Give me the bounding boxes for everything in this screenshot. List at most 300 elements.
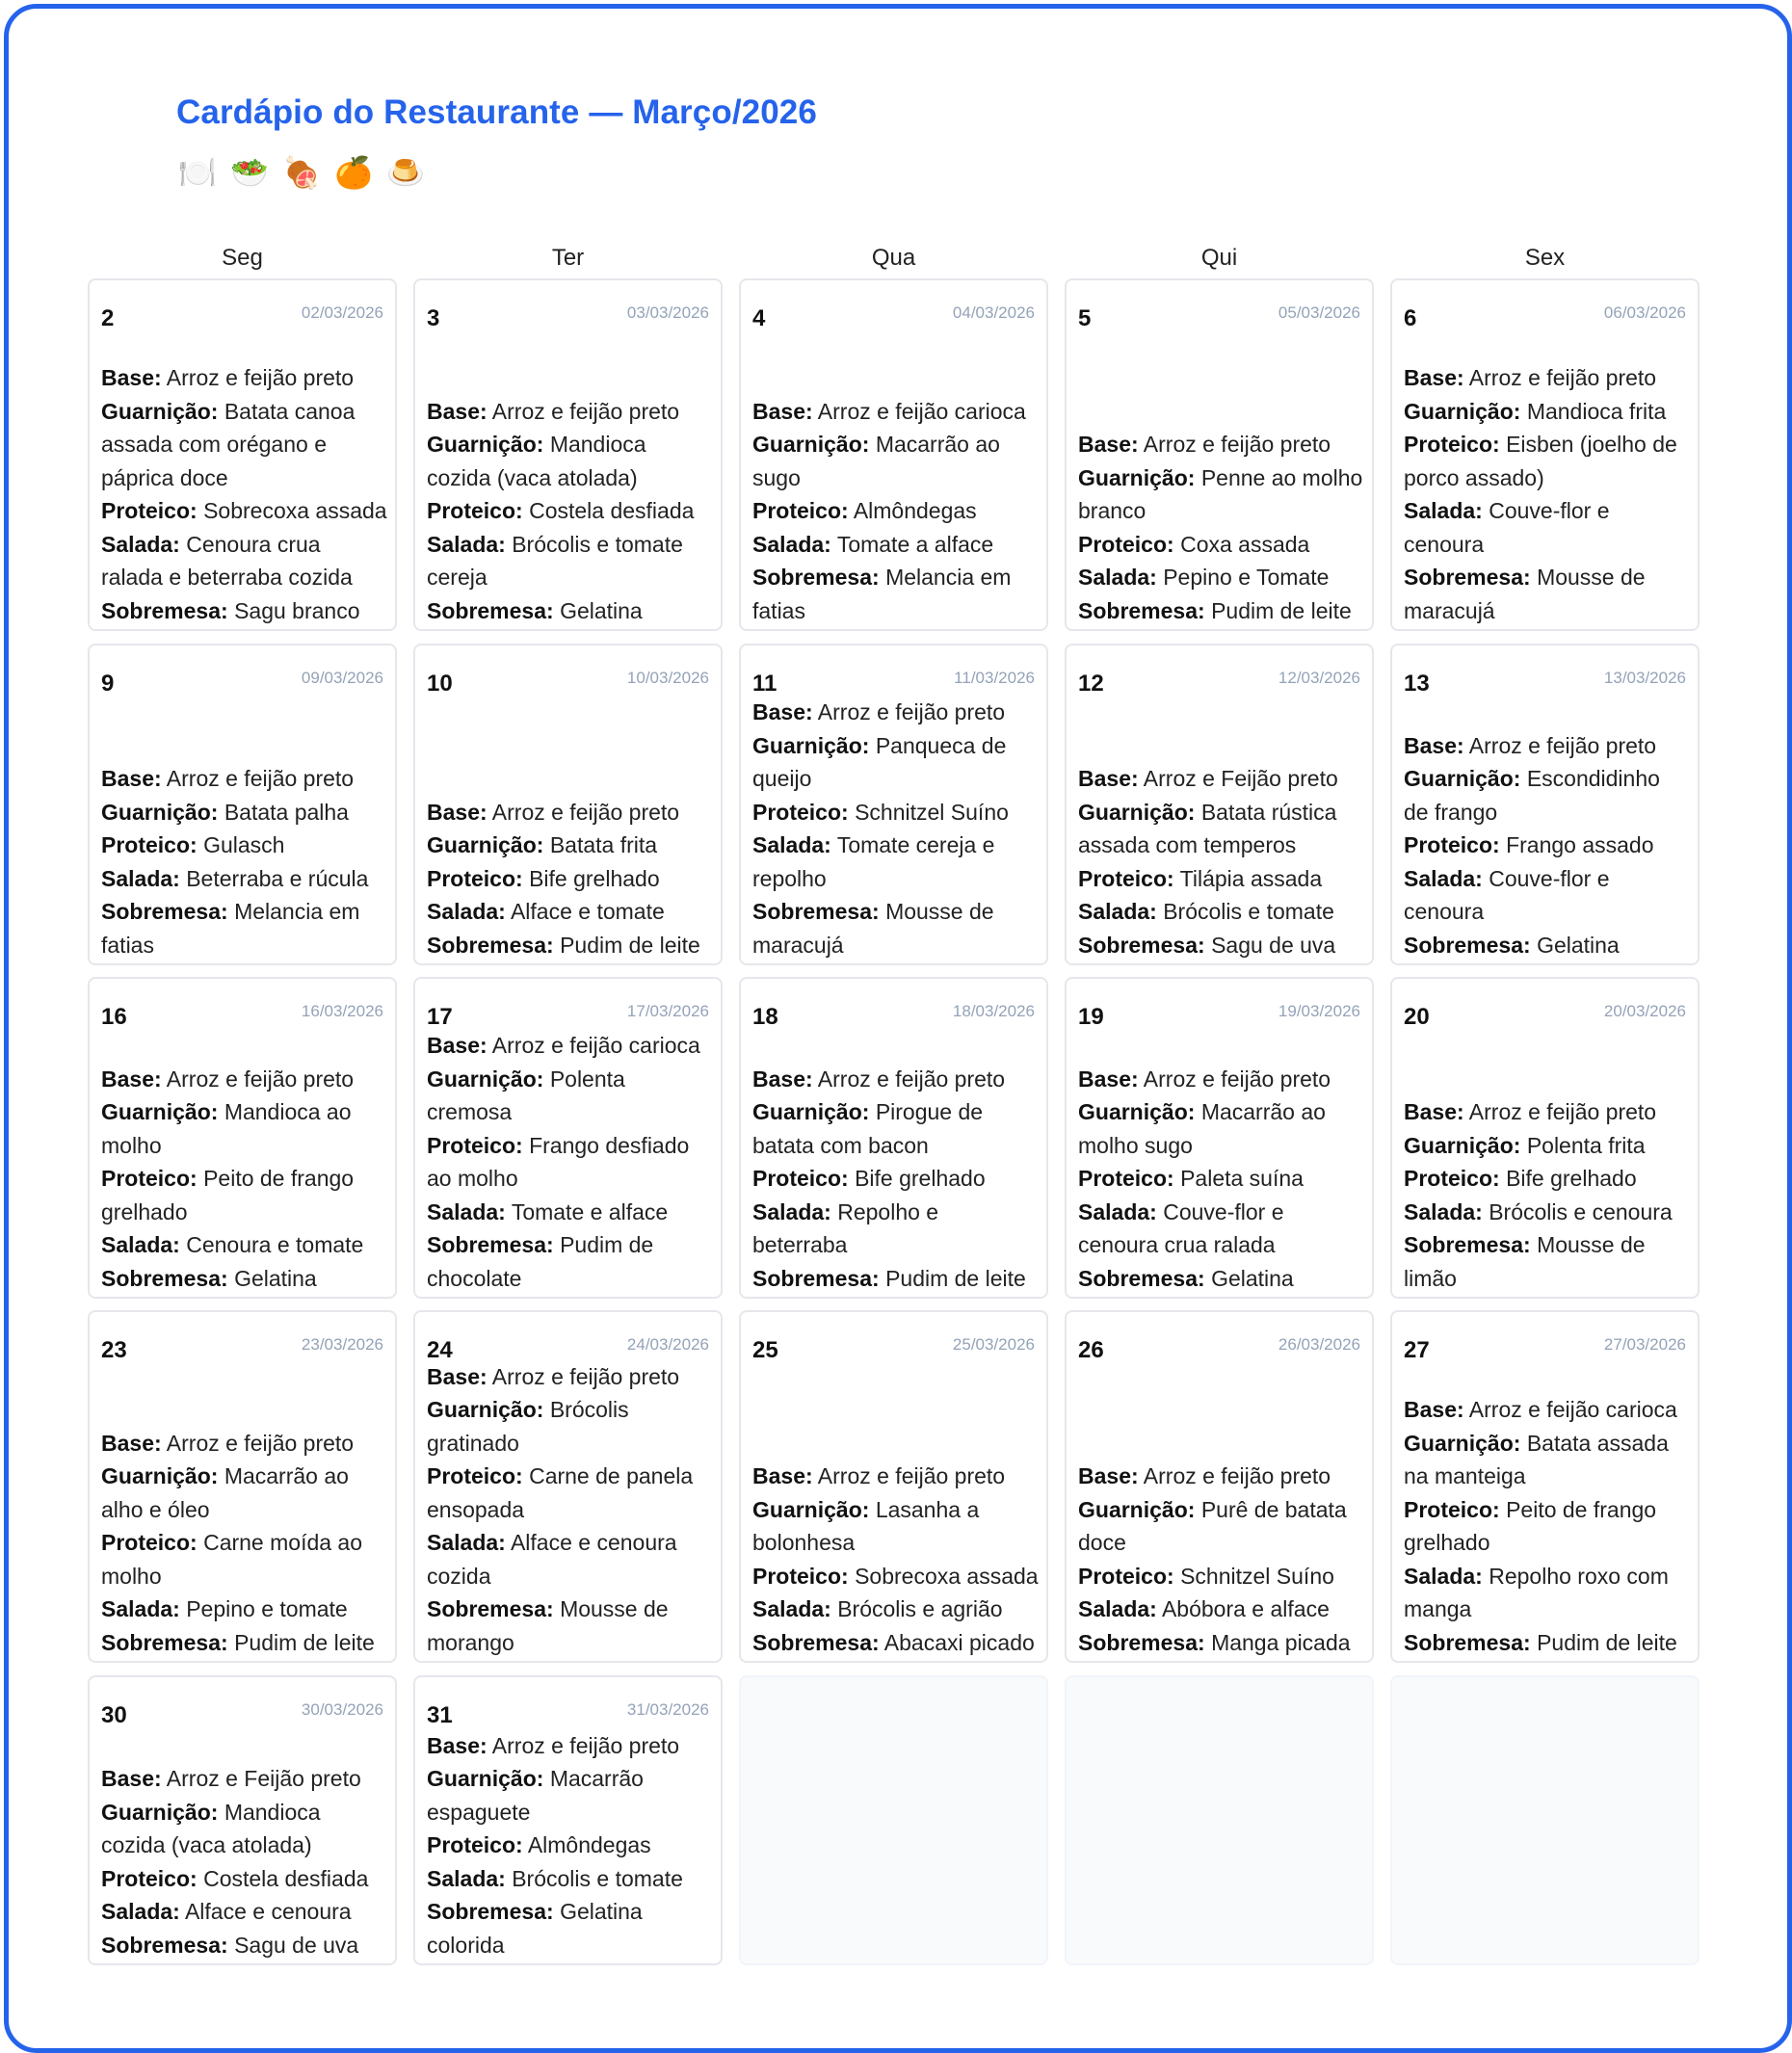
menu-line-sobremesa [427, 1592, 713, 1659]
menu-value-sobremesa: Pudim de leite [560, 932, 700, 958]
menu-label-sobremesa: Sobremesa: [101, 597, 228, 623]
menu-line-guarnicao [1078, 796, 1364, 862]
day-cell [739, 644, 1048, 965]
menu-label-sobremesa: Sobremesa: [101, 1629, 228, 1655]
menu-label-salada: Salada: [101, 1232, 180, 1257]
menu-value-salada: Alface e tomate [510, 899, 665, 924]
day-number: 11 [752, 671, 777, 697]
menu-line-salada [1078, 561, 1364, 594]
menu-value-base: Arroz e Feijão preto [166, 1766, 361, 1791]
menu-line-proteico [1404, 1493, 1690, 1560]
menu-line-salada [427, 528, 713, 594]
day-date: 03/03/2026 [626, 303, 709, 322]
menu-items [101, 361, 387, 627]
menu-label-salada: Salada: [752, 531, 831, 557]
menu-value-proteico: Costela desfiada [203, 1865, 369, 1891]
menu-line-salada [1404, 494, 1690, 561]
menu-value-base: Arroz e feijão preto [1143, 1066, 1331, 1092]
menu-line-proteico [1404, 1162, 1690, 1196]
menu-label-guarnicao: Guarnição: [427, 432, 544, 457]
day-cell [88, 278, 397, 631]
menu-value-proteico: Peito de frango grelhado [101, 1166, 355, 1224]
menu-label-guarnicao: Guarnição: [101, 398, 219, 424]
day-date: 19/03/2026 [1278, 1002, 1360, 1020]
day-cell [739, 278, 1048, 631]
menu-value-guarnicao: Batata rústica assada com temperos [1078, 799, 1337, 857]
day-date: 06/03/2026 [1603, 303, 1686, 322]
menu-line-salada [427, 1862, 713, 1896]
menu-value-sobremesa: Gelatina [234, 1265, 317, 1291]
menu-value-guarnicao: Batata frita [549, 832, 658, 857]
day-cell [413, 977, 723, 1299]
menu-value-sobremesa: Gelatina [1537, 932, 1620, 958]
menu-label-salada: Salada: [427, 899, 506, 924]
menu-label-proteico: Proteico: [752, 498, 849, 523]
menu-label-sobremesa: Sobremesa: [427, 1232, 554, 1257]
day-date: 24/03/2026 [626, 1335, 709, 1354]
menu-label-salada: Salada: [101, 531, 180, 557]
menu-line-salada [427, 1526, 713, 1592]
menu-value-salada: Brócolis e tomate [512, 1865, 683, 1891]
menu-items [427, 1360, 713, 1660]
menu-value-sobremesa: Mousse de limão [1404, 1232, 1646, 1291]
menu-label-guarnicao: Guarnição: [101, 1799, 219, 1825]
menu-line-base [427, 1029, 713, 1063]
menu-line-proteico [427, 862, 713, 896]
menu-value-sobremesa: Pudim de leite [234, 1629, 375, 1655]
menu-value-salada: Pepino e tomate [186, 1596, 348, 1621]
menu-line-proteico [752, 494, 1039, 528]
day-date: 27/03/2026 [1603, 1335, 1686, 1354]
menu-label-guarnicao: Guarnição: [1078, 1099, 1196, 1124]
menu-line-guarnicao [1404, 1129, 1690, 1163]
day-cell [1390, 977, 1700, 1299]
day-number: 24 [427, 1337, 453, 1363]
menu-value-base: Arroz e feijão preto [491, 398, 680, 424]
menu-label-sobremesa: Sobremesa: [1078, 597, 1205, 623]
menu-line-proteico [101, 1162, 387, 1228]
empty-day-cell [739, 1675, 1048, 1965]
empty-day-cell [1065, 1675, 1374, 1965]
day-date: 20/03/2026 [1603, 1002, 1686, 1020]
menu-value-guarnicao: Polenta frita [1526, 1132, 1646, 1158]
menu-value-sobremesa: Mousse de maracujá [752, 899, 994, 958]
menu-line-sobremesa [1404, 1228, 1690, 1295]
day-cell [739, 1310, 1048, 1663]
menu-label-guarnicao: Guarnição: [1078, 799, 1196, 825]
menu-items [1404, 1393, 1690, 1659]
menu-line-sobremesa [1404, 561, 1690, 627]
plate-icon: 🍽️ [178, 154, 217, 191]
menu-value-guarnicao: Macarrão ao molho sugo [1078, 1099, 1326, 1158]
menu-line-guarnicao [1078, 1095, 1364, 1162]
menu-value-salada: Brócolis e tomate [1163, 899, 1334, 924]
menu-label-sobremesa: Sobremesa: [752, 899, 880, 924]
page-title: Cardápio do Restaurante — Março/2026 [176, 93, 817, 131]
menu-value-sobremesa: Pudim de chocolate [427, 1232, 654, 1291]
menu-line-base [1078, 1460, 1364, 1493]
menu-value-salada: Cenoura e tomate [186, 1232, 364, 1257]
menu-line-sobremesa [101, 594, 387, 628]
menu-line-sobremesa [101, 1626, 387, 1660]
menu-label-base: Base: [1404, 1099, 1464, 1124]
menu-line-proteico [1404, 829, 1690, 862]
day-date: 30/03/2026 [301, 1700, 383, 1719]
menu-label-salada: Salada: [101, 1899, 180, 1924]
menu-line-proteico [101, 1862, 387, 1896]
menu-value-guarnicao: Macarrão ao sugo [752, 432, 1000, 490]
menu-value-salada: Pepino e Tomate [1163, 565, 1330, 590]
menu-line-sobremesa [752, 561, 1039, 627]
menu-value-salada: Abóbora e alface [1161, 1596, 1330, 1621]
menu-value-proteico: Schnitzel Suíno [855, 799, 1009, 825]
menu-line-base [427, 796, 713, 829]
menu-label-salada: Salada: [427, 531, 506, 557]
menu-items [1404, 1095, 1690, 1295]
day-date: 02/03/2026 [301, 303, 383, 322]
menu-line-proteico [752, 1162, 1039, 1196]
menu-line-sobremesa [427, 1895, 713, 1961]
menu-label-proteico: Proteico: [427, 1132, 523, 1158]
menu-label-proteico: Proteico: [101, 1865, 198, 1891]
day-date: 05/03/2026 [1278, 303, 1360, 322]
menu-line-base [1404, 1095, 1690, 1129]
day-number: 4 [752, 305, 766, 331]
menu-value-base: Arroz e feijão preto [817, 1066, 1006, 1092]
menu-line-base [101, 361, 387, 395]
day-cell [88, 644, 397, 965]
menu-label-guarnicao: Guarnição: [752, 432, 870, 457]
menu-value-proteico: Coxa assada [1180, 531, 1310, 557]
menu-line-base [101, 1762, 387, 1796]
weekday-sex: Sex [1524, 245, 1566, 271]
menu-label-base: Base: [427, 1363, 488, 1389]
menu-label-sobremesa: Sobremesa: [427, 1596, 554, 1621]
menu-line-base [1404, 1393, 1690, 1427]
day-cell [88, 1675, 397, 1965]
menu-label-proteico: Proteico: [101, 1530, 198, 1555]
menu-value-sobremesa: Pudim de leite [1537, 1629, 1677, 1655]
menu-label-proteico: Proteico: [752, 1166, 849, 1191]
day-number: 17 [427, 1004, 453, 1030]
menu-value-salada: Repolho e beterraba [752, 1198, 939, 1257]
menu-line-guarnicao [752, 1095, 1039, 1162]
menu-label-base: Base: [427, 799, 488, 825]
menu-label-base: Base: [427, 1033, 488, 1058]
day-date: 23/03/2026 [301, 1335, 383, 1354]
menu-label-base: Base: [101, 1430, 162, 1456]
menu-value-salada: Cenoura crua ralada e beterraba cozida [101, 531, 353, 590]
menu-line-salada [752, 1592, 1039, 1626]
menu-value-sobremesa: Melancia em fatias [101, 899, 360, 958]
day-date: 25/03/2026 [952, 1335, 1035, 1354]
menu-label-base: Base: [1078, 766, 1139, 791]
day-date: 09/03/2026 [301, 669, 383, 687]
menu-value-salada: Couve-flor e cenoura [1404, 498, 1610, 557]
menu-items [101, 1762, 387, 1961]
menu-items [752, 696, 1039, 961]
day-number: 25 [752, 1337, 778, 1363]
menu-label-proteico: Proteico: [1404, 832, 1500, 857]
menu-value-guarnicao: Batata assada na manteiga [1404, 1430, 1669, 1488]
menu-value-sobremesa: Sagu de uva [234, 1932, 359, 1958]
menu-line-guarnicao [752, 428, 1039, 494]
menu-value-base: Arroz e feijão preto [166, 766, 355, 791]
menu-label-proteico: Proteico: [1078, 1166, 1174, 1191]
menu-line-salada [752, 1196, 1039, 1262]
menu-value-base: Arroz e feijão carioca [491, 1033, 700, 1058]
weekday-ter: Ter [551, 245, 585, 271]
menu-value-salada: Beterraba e rúcula [186, 865, 369, 891]
menu-items [427, 796, 713, 962]
menu-label-guarnicao: Guarnição: [1078, 1496, 1196, 1522]
menu-line-salada [1078, 1196, 1364, 1262]
menu-line-salada [1404, 1560, 1690, 1626]
menu-label-sobremesa: Sobremesa: [427, 932, 554, 958]
menu-line-sobremesa [752, 1626, 1039, 1660]
menu-line-guarnicao [1078, 1493, 1364, 1560]
menu-line-salada [427, 895, 713, 929]
menu-value-base: Arroz e feijão preto [817, 699, 1006, 724]
menu-items [752, 1460, 1039, 1659]
menu-value-guarnicao: Mandioca frita [1526, 398, 1667, 424]
menu-value-salada: Alface e cenoura cozida [427, 1530, 677, 1589]
menu-line-salada [1404, 862, 1690, 929]
menu-items [427, 1029, 713, 1295]
menu-line-base [101, 762, 387, 796]
menu-line-guarnicao [427, 829, 713, 862]
menu-line-proteico [427, 1129, 713, 1196]
menu-line-guarnicao [1078, 461, 1364, 528]
day-cell [413, 1675, 723, 1965]
menu-line-base [1078, 1063, 1364, 1096]
menu-value-base: Arroz e feijão carioca [1468, 1397, 1677, 1422]
day-number: 9 [101, 671, 115, 697]
menu-value-base: Arroz e feijão preto [491, 1732, 680, 1758]
menu-label-salada: Salada: [1404, 1563, 1483, 1589]
day-cell [1065, 644, 1374, 965]
menu-value-salada: Brócolis e agrião [837, 1596, 1003, 1621]
menu-label-proteico: Proteico: [1404, 432, 1500, 457]
day-cell [1390, 644, 1700, 965]
menu-value-sobremesa: Mousse de maracujá [1404, 565, 1646, 623]
day-date: 31/03/2026 [626, 1700, 709, 1719]
day-number: 26 [1078, 1337, 1104, 1363]
day-cell [1390, 1310, 1700, 1663]
menu-value-base: Arroz e feijão preto [1468, 365, 1657, 390]
day-cell [1065, 1310, 1374, 1663]
menu-line-salada [1404, 1196, 1690, 1229]
menu-value-salada: Tomate a alface [836, 531, 994, 557]
menu-line-proteico [1404, 428, 1690, 494]
menu-value-guarnicao: Macarrão espaguete [427, 1766, 644, 1825]
menu-label-base: Base: [1078, 1066, 1139, 1092]
menu-line-salada [101, 528, 387, 594]
menu-value-salada: Tomate cereja e repolho [752, 832, 995, 891]
menu-line-base [101, 1063, 387, 1096]
menu-line-sobremesa [752, 1262, 1039, 1296]
menu-line-proteico [427, 1829, 713, 1862]
day-number: 10 [427, 671, 453, 697]
menu-line-sobremesa [1078, 929, 1364, 962]
menu-label-base: Base: [752, 1066, 813, 1092]
menu-line-proteico [752, 1560, 1039, 1593]
menu-line-base [427, 1360, 713, 1394]
menu-line-sobremesa [427, 929, 713, 962]
menu-value-base: Arroz e feijão preto [1143, 432, 1331, 457]
menu-line-proteico [1078, 1560, 1364, 1593]
menu-line-base [1404, 729, 1690, 763]
menu-value-sobremesa: Manga picada [1211, 1629, 1351, 1655]
menu-label-sobremesa: Sobremesa: [101, 899, 228, 924]
menu-label-base: Base: [1078, 432, 1139, 457]
menu-line-sobremesa [1404, 929, 1690, 962]
menu-line-sobremesa [752, 895, 1039, 961]
menu-label-guarnicao: Guarnição: [1404, 766, 1521, 791]
menu-value-guarnicao: Mandioca cozida (vaca atolada) [427, 432, 646, 490]
salad-icon: 🥗 [230, 154, 269, 191]
menu-label-salada: Salada: [1078, 565, 1157, 590]
day-number: 30 [101, 1702, 127, 1728]
menu-items [1404, 361, 1690, 627]
menu-value-sobremesa: Pudim de leite [1211, 597, 1352, 623]
menu-value-base: Arroz e feijão preto [491, 799, 680, 825]
menu-value-sobremesa: Gelatina [1211, 1265, 1294, 1291]
menu-items [1078, 1460, 1364, 1659]
menu-line-salada [101, 1228, 387, 1262]
menu-line-proteico [427, 1460, 713, 1526]
menu-label-proteico: Proteico: [101, 1166, 198, 1191]
menu-value-salada: Brócolis e tomate cereja [427, 531, 683, 590]
menu-value-proteico: Schnitzel Suíno [1180, 1563, 1334, 1589]
menu-label-guarnicao: Guarnição: [427, 1766, 544, 1791]
menu-items [427, 1729, 713, 1962]
menu-label-base: Base: [1404, 732, 1464, 758]
menu-value-salada: Alface e cenoura [184, 1899, 352, 1924]
menu-line-proteico [427, 494, 713, 528]
menu-line-base [752, 395, 1039, 429]
menu-line-sobremesa [101, 1262, 387, 1296]
menu-value-base: Arroz e feijão preto [1143, 1463, 1331, 1488]
day-number: 3 [427, 305, 440, 331]
day-number: 2 [101, 305, 115, 331]
menu-label-salada: Salada: [752, 832, 831, 857]
menu-label-guarnicao: Guarnição: [752, 732, 870, 758]
day-date: 16/03/2026 [301, 1002, 383, 1020]
day-date: 11/03/2026 [954, 669, 1035, 687]
menu-value-guarnicao: Pirogue de batata com bacon [752, 1099, 984, 1158]
menu-label-base: Base: [752, 1463, 813, 1488]
menu-items [101, 1063, 387, 1296]
menu-label-sobremesa: Sobremesa: [1404, 1629, 1531, 1655]
menu-label-sobremesa: Sobremesa: [752, 1265, 880, 1291]
menu-label-guarnicao: Guarnição: [1078, 464, 1196, 490]
menu-items [752, 395, 1039, 628]
menu-value-sobremesa: Sagu branco [234, 597, 360, 623]
menu-line-proteico [101, 829, 387, 862]
menu-value-proteico: Frango desfiado ao molho [427, 1132, 690, 1191]
icon-row [178, 153, 425, 192]
menu-label-salada: Salada: [752, 1198, 831, 1224]
menu-line-base [752, 696, 1039, 729]
day-date: 18/03/2026 [952, 1002, 1035, 1020]
day-date: 12/03/2026 [1278, 669, 1360, 687]
menu-label-base: Base: [752, 699, 813, 724]
menu-line-sobremesa [1078, 1262, 1364, 1296]
empty-day-cell [1390, 1675, 1700, 1965]
menu-label-base: Base: [1078, 1463, 1139, 1488]
menu-label-base: Base: [101, 1066, 162, 1092]
menu-line-base [427, 1729, 713, 1763]
menu-line-base [427, 395, 713, 429]
menu-value-base: Arroz e feijão carioca [817, 398, 1026, 424]
day-number: 31 [427, 1702, 453, 1728]
orange-icon: 🍊 [334, 154, 373, 191]
menu-label-guarnicao: Guarnição: [101, 1099, 219, 1124]
menu-value-sobremesa: Pudim de leite [885, 1265, 1026, 1291]
menu-label-salada: Salada: [1404, 1198, 1483, 1224]
menu-line-salada [427, 1196, 713, 1229]
day-cell [1065, 278, 1374, 631]
menu-label-proteico: Proteico: [427, 1463, 523, 1488]
menu-label-base: Base: [1404, 365, 1464, 390]
day-cell [1390, 278, 1700, 631]
menu-value-proteico: Frango assado [1506, 832, 1654, 857]
day-number: 12 [1078, 671, 1104, 697]
menu-label-guarnicao: Guarnição: [427, 1066, 544, 1092]
menu-value-guarnicao: Purê de batata doce [1078, 1496, 1347, 1555]
menu-value-proteico: Bife grelhado [1506, 1166, 1637, 1191]
menu-value-proteico: Carne moída ao molho [101, 1530, 363, 1589]
day-cell [413, 1310, 723, 1663]
menu-line-guarnicao [101, 1796, 387, 1862]
weekday-qua: Qua [871, 245, 916, 271]
menu-label-guarnicao: Guarnição: [1404, 1132, 1521, 1158]
menu-value-base: Arroz e feijão preto [1468, 1099, 1657, 1124]
menu-items [101, 1427, 387, 1660]
menu-line-sobremesa [1078, 594, 1364, 628]
day-cell [739, 977, 1048, 1299]
day-cell [413, 278, 723, 631]
menu-value-guarnicao: Polenta cremosa [427, 1066, 625, 1124]
menu-value-proteico: Paleta suína [1180, 1166, 1304, 1191]
menu-line-guarnicao [101, 1095, 387, 1162]
menu-line-base [752, 1460, 1039, 1493]
menu-label-guarnicao: Guarnição: [752, 1099, 870, 1124]
menu-line-guarnicao [1404, 395, 1690, 429]
menu-label-guarnicao: Guarnição: [101, 799, 219, 825]
day-number: 16 [101, 1004, 127, 1030]
menu-label-base: Base: [427, 1732, 488, 1758]
menu-line-proteico [101, 1526, 387, 1592]
menu-line-sobremesa [101, 1929, 387, 1962]
day-date: 17/03/2026 [626, 1002, 709, 1020]
menu-label-proteico: Proteico: [752, 799, 849, 825]
day-number: 27 [1404, 1337, 1430, 1363]
menu-items [427, 395, 713, 628]
menu-label-proteico: Proteico: [752, 1563, 849, 1589]
menu-label-sobremesa: Sobremesa: [1404, 565, 1531, 590]
menu-value-sobremesa: Mousse de morango [427, 1596, 669, 1655]
menu-value-proteico: Sobrecoxa assada [855, 1563, 1039, 1589]
menu-items [1078, 428, 1364, 627]
menu-label-base: Base: [101, 1766, 162, 1791]
day-cell [1065, 977, 1374, 1299]
menu-value-proteico: Sobrecoxa assada [203, 498, 387, 523]
menu-line-proteico [1078, 528, 1364, 562]
menu-value-sobremesa: Gelatina colorida [427, 1899, 643, 1958]
menu-label-sobremesa: Sobremesa: [427, 597, 554, 623]
